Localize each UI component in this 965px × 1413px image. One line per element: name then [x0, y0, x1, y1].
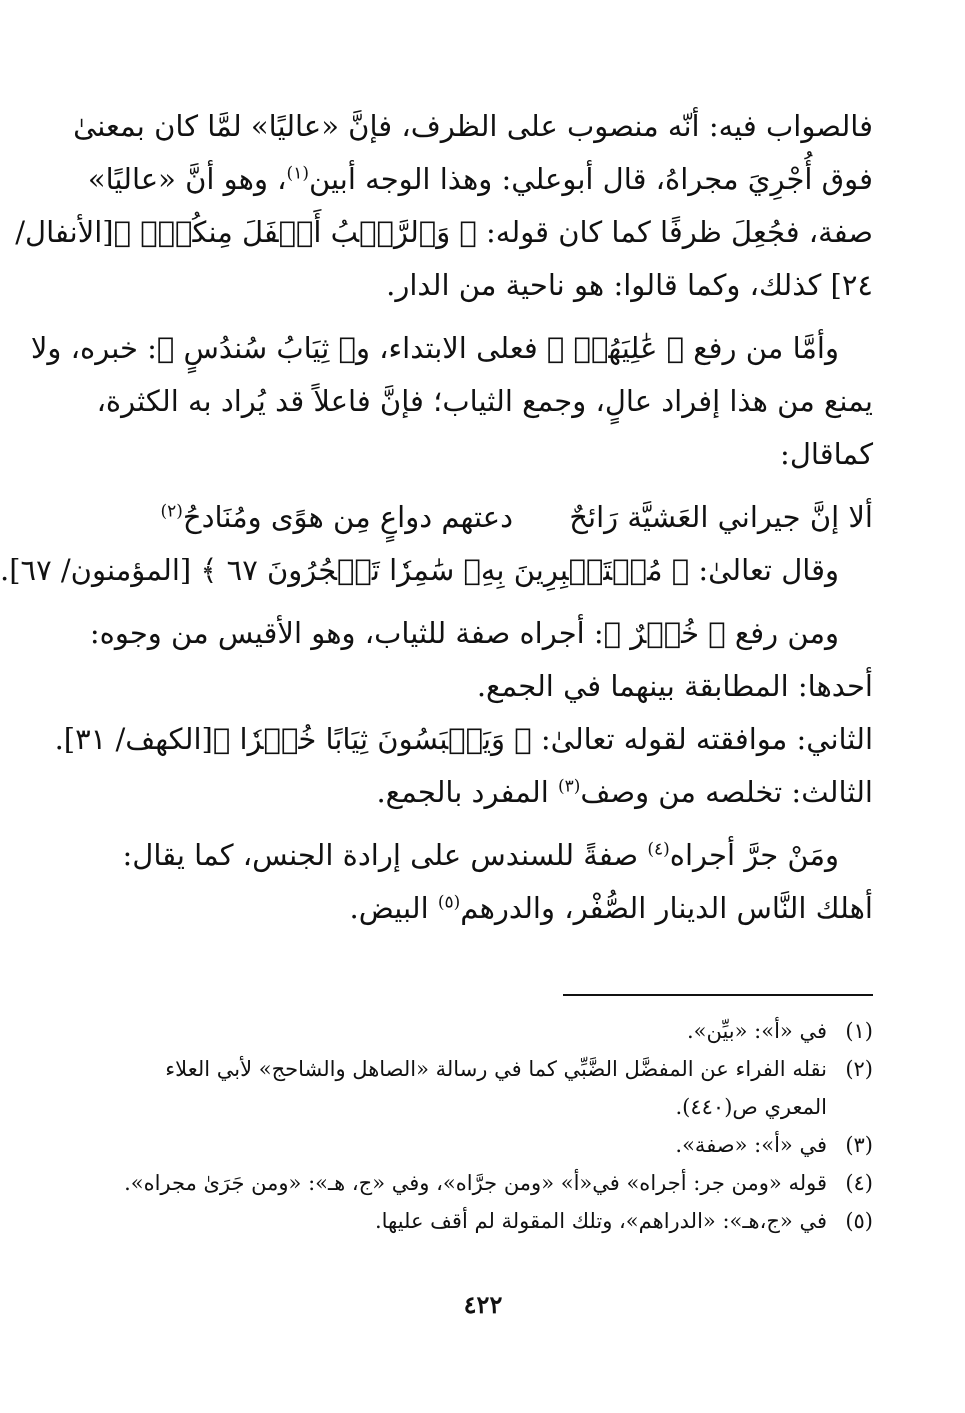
paragraph-4: [54, 607, 873, 819]
text-line: وقال تعالىٰ: ﴿ مُسۡتَكۡبِرِينَ بِهِۦ سَٰمِرٗا تَهۡجُرُونَ ٦٧ ﴾ [المؤمنون/ ٦٧].: [0, 553, 839, 587]
footnote-4: [91, 1164, 873, 1202]
text-line: الثالث: تخلصه من وصف$^{(٣)}$ المفرد بالجمع.: [376, 775, 873, 809]
text-line: وأمَّا من رفع ﴿ عَٰلِيَهُمۡ ﴾ فعلى الابتداء، و﴿ ثِيَابُ سُندُسٍ ﴾: خبره، ولا: [30, 331, 839, 365]
text-line: أحدها: المطابقة بينهما في الجمع.: [476, 669, 873, 703]
footnote-ref: (١): [286, 163, 309, 184]
poetry-verse: [0, 491, 873, 597]
main-text: [0, 100, 873, 935]
footnote-5: [91, 1202, 873, 1240]
footnote-text: في «ج،هـ»: «الدراهم»، وتلك المقولة لم أقف عليها.: [374, 1209, 827, 1233]
footnote-text: نقله الفراء عن المفضَّل الضَّبِّي كما في رسالة «الصاهل والشاحج» لأبي العلاء المعري ص(٤٤٠).: [165, 1057, 827, 1119]
footnote-text: في «أ»: «بيِّن».: [686, 1019, 827, 1043]
footnote-ref: (٢): [160, 501, 183, 522]
page-number: ٤٢٢: [463, 1290, 503, 1319]
text-line: ٢٤] كذلك، وكما قالوا: هو ناحية من الدار.: [386, 268, 873, 302]
paragraph-2: [30, 322, 873, 481]
text-line: يمنع من هذا إفراد عالٍ، وجمع الثياب؛ فإنَّ فاعلاً قد يُراد به الكثرة،: [96, 384, 873, 418]
footnote-ref: (٤): [647, 839, 670, 860]
footnote-ref: (٣): [558, 776, 581, 797]
paragraph-1: [15, 100, 873, 312]
footnote-number: (١): [845, 1019, 873, 1043]
verse-line: [91, 491, 873, 544]
text-line: فوق أُجْرِيَ مجراهُ، قال أبوعلي: وهذا الوجه أبين$^{(١)}$، وهو أنَّ «عاليًا»: [87, 162, 873, 196]
footnote-divider: [563, 994, 873, 996]
text-line: الثاني: موافقته لقوله تعالىٰ: ﴿ وَيَلۡبَسُونَ ثِيَابًا خُضۡرٗا ﴾[الكهف/ ٣١].: [54, 722, 873, 756]
footnote-ref: (٥): [437, 892, 461, 913]
footnote-text: في «أ»: «صفة».: [675, 1133, 827, 1157]
footnotes: [91, 1012, 873, 1240]
footnote-1: [91, 1012, 873, 1050]
text-line: أهلك النَّاس الدينار الصُّفْر، والدرهم$^{(٥)}$ البيض.: [349, 891, 873, 925]
footnote-number: (٤): [845, 1171, 873, 1195]
text-line: ومن رفع ﴿ خُضۡرٌ ﴾: أجراه صفة للثياب، وهو الأقيس من وجوه:: [89, 616, 839, 650]
text-line: كماقال:: [780, 437, 873, 471]
verse-hemistich-2: دعتهم دواعٍ مِن هوًى ومُنَادحُ: [182, 500, 513, 534]
footnote-3: [91, 1126, 873, 1164]
footnote-text: قوله «ومن جر: أجراه» في«أ» «ومن جرَّاه»، وفي «ج، هـ»: «ومن جَرَىٰ مجراه».: [124, 1171, 827, 1195]
book-page: [1, 0, 965, 1413]
footnote-number: (٢): [845, 1057, 873, 1081]
text-line: صفة، فجُعِلَ ظرفًا كما كان قوله: ﴿ وَٱلرَّكۡبُ أَسۡفَلَ مِنكُمۡۚ ﴾[الأنفال/: [15, 215, 873, 249]
verse-hemistich-1: ألا إنَّ جيراني العَشيَّة رَائحٌ: [569, 500, 873, 534]
text-line: ومَنْ جرَّ أجراه$^{(٤)}$ صفةً للسندس على إرادة الجنس، كما يقال:: [122, 838, 839, 872]
footnote-number: (٥): [845, 1209, 873, 1233]
footnote-number: (٣): [845, 1133, 873, 1157]
text-line: فالصواب فيه: أنّه منصوب على الظرف، فإنَّ «عاليًا» لمَّا كان بمعنىٰ: [73, 109, 873, 143]
footnote-2: [91, 1050, 873, 1126]
paragraph-5: [91, 829, 873, 935]
